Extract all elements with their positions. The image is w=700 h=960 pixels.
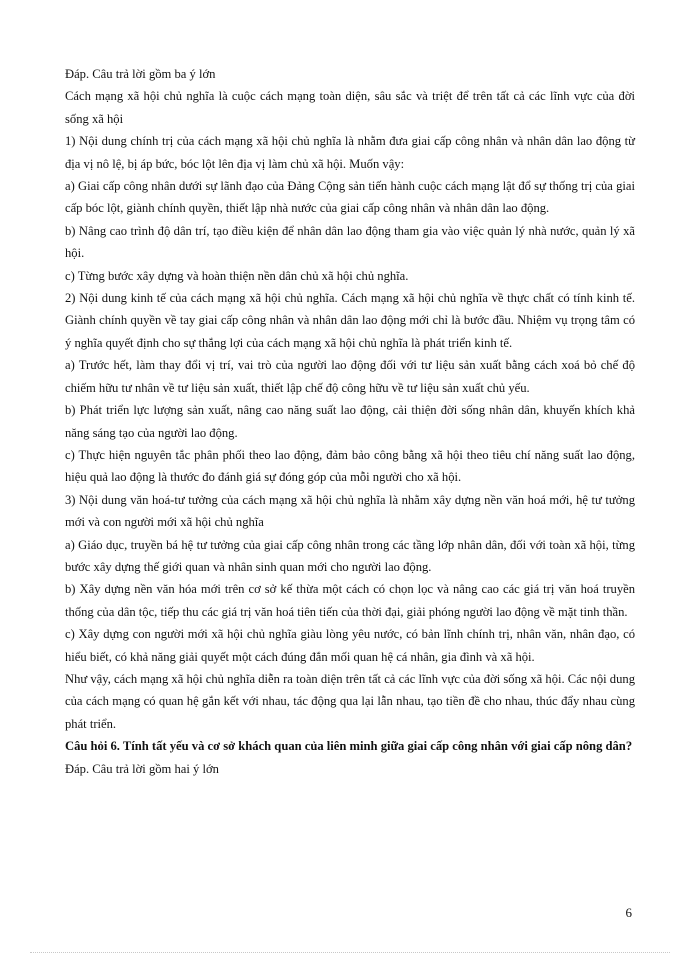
page-content <box>65 63 635 780</box>
paragraph: c) Thực hiện nguyên tắc phân phối theo lao động, đảm bảo công bằng xã hội theo tiêu chí năng suất lao động, hiệu quả lao động là thước đo đánh giá sự đóng góp của mỗi người cho xã hội. <box>65 447 635 485</box>
paragraph: b) Phát triển lực lượng sản xuất, nâng cao năng suất lao động, cải thiện đời sống nhân dân, khuyến khích khả năng sáng tạo của người lao động. <box>65 403 635 440</box>
paragraph: a) Giai cấp công nhân dưới sự lãnh đạo của Đảng Cộng sản tiến hành cuộc cách mạng lật đổ sự thống trị của giai cấp bóc lột, giành chính quyền, thiết lập nhà nước của giai cấp công nhân và nhân dân lao động. <box>65 179 635 216</box>
paragraph: Đáp. Câu trả lời gồm ba ý lớn <box>65 67 216 81</box>
question-heading: Câu hỏi 6. Tính tất yếu và cơ sở khách quan của liên minh giữa giai cấp công nhân với giai cấp nông dân? <box>65 739 633 754</box>
paragraph: b) Xây dựng nền văn hóa mới trên cơ sở kế thừa một cách có chọn lọc và nâng cao các giá trị văn hoá truyền thống của dân tộc, tiếp thu các giá trị văn hoá tiên tiến của thời đại, giải phóng người lao động về mặt tinh thần. <box>65 582 635 619</box>
paragraph: Cách mạng xã hội chủ nghĩa là cuộc cách mạng toàn diện, sâu sắc và triệt để trên tất cả các lĩnh vực của đời sống xã hội <box>65 89 635 126</box>
paragraph: 1) Nội dung chính trị của cách mạng xã hội chủ nghĩa là nhằm đưa giai cấp công nhân và nhân dân lao động từ địa vị nô lệ, bị áp bức, bóc lột lên địa vị làm chủ xã hội. Muốn vậy: <box>65 134 635 171</box>
page-bottom-divider <box>30 952 670 953</box>
paragraph: 2) Nội dung kinh tế của cách mạng xã hội chủ nghĩa. Cách mạng xã hội chủ nghĩa về thực chất có tính kinh tế. Giành chính quyền về tay giai cấp công nhân và nhân dân lao động mới chỉ là bước đầu. Nhiệm vụ trọng tâm có ý nghĩa quyết định cho sự thắng lợi của cách mạng xã hội chủ nghĩa là phát triển kinh tế. <box>65 291 635 350</box>
paragraph: c) Từng bước xây dựng và hoàn thiện nền dân chủ xã hội chủ nghĩa. <box>65 268 409 283</box>
paragraph: a) Trước hết, làm thay đổi vị trí, vai trò của người lao động đối với tư liệu sản xuất bằng cách xoá bỏ chế độ chiếm hữu tư nhân về tư liệu sản xuất, thiết lập chế độ công hữu về tư liệu sản xuất chủ yếu. <box>65 358 635 395</box>
paragraph: a) Giáo dục, truyền bá hệ tư tưởng của giai cấp công nhân trong các tầng lớp nhân dân, đối với toàn xã hội, từng bước xây dựng thế giới quan và nhân sinh quan mới cho người lao động. <box>65 537 635 574</box>
paragraph: 3) Nội dung văn hoá-tư tưởng của cách mạng xã hội chủ nghĩa là nhằm xây dựng nền văn hoá mới, hệ tư tưởng mới và con người mới xã hội chủ nghĩa <box>65 492 635 530</box>
paragraph: c) Xây dựng con người mới xã hội chủ nghĩa giàu lòng yêu nước, có bản lĩnh chính trị, nhân văn, nhân đạo, có hiểu biết, có khả năng giải quyết một cách đúng đắn mối quan hệ cá nhân, gia đình và xã hội. <box>65 627 635 664</box>
paragraph: b) Nâng cao trình độ dân trí, tạo điều kiện để nhân dân lao động tham gia vào việc quản lý nhà nước, quản lý xã hội. <box>65 223 635 261</box>
paragraph: Đáp. Câu trả lời gồm hai ý lớn <box>65 761 219 776</box>
paragraph: Như vậy, cách mạng xã hội chủ nghĩa diễn ra toàn diện trên tất cả các lĩnh vực của đời sống xã hội. Các nội dung của cách mạng có quan hệ gắn kết với nhau, tác động qua lại lẫn nhau, tạo tiền đề cho nhau, thúc đẩy nhau cùng phát triển. <box>65 671 635 731</box>
page-number: 6 <box>625 905 632 920</box>
